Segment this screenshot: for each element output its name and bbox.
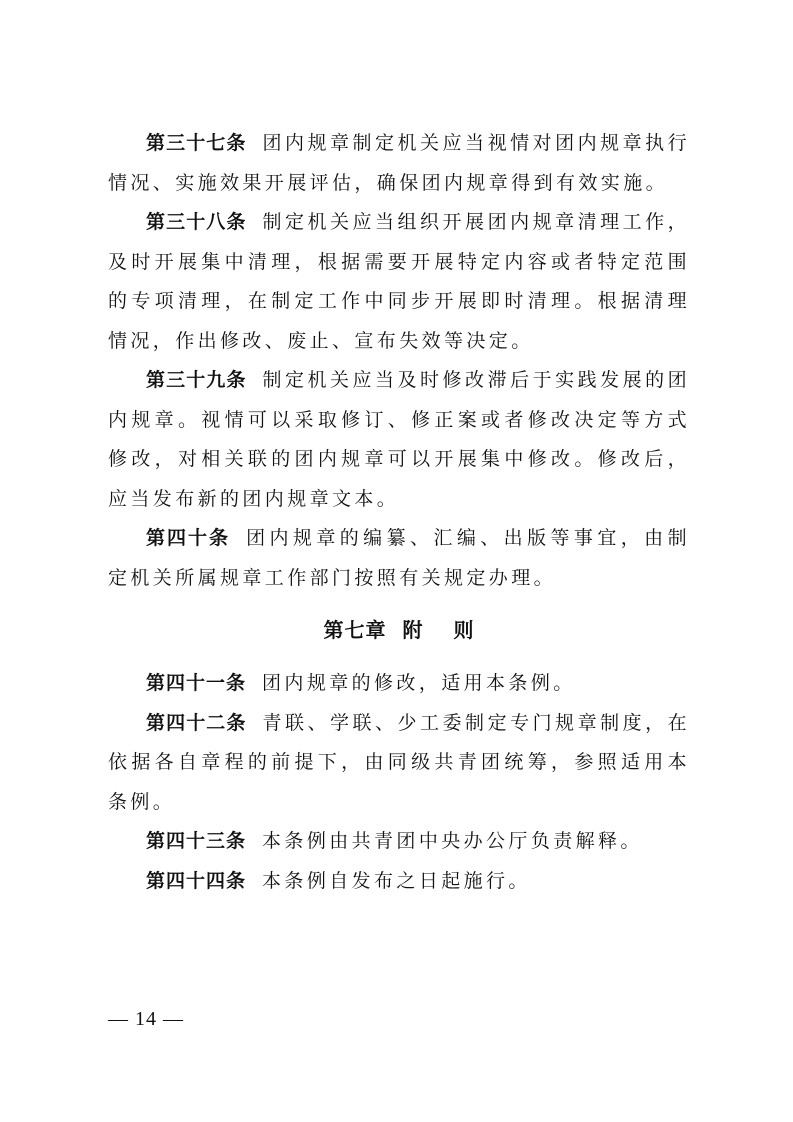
article-number: 第三十七条 bbox=[146, 132, 247, 154]
article-text: 团内规章的编纂、汇编、出版等事宜，由制定机关所属规章工作部门按照有关规定办理。 bbox=[108, 527, 690, 589]
article-text: 团内规章制定机关应当视情对团内规章执行情况、实施效果开展评估，确保团内规章得到有效实施。 bbox=[108, 132, 690, 194]
article-number: 第四十条 bbox=[146, 527, 231, 549]
page-number: — 14 — bbox=[108, 1008, 184, 1030]
article-text: 团内规章的修改，适用本条例。 bbox=[262, 672, 576, 694]
article-number: 第三十八条 bbox=[146, 211, 247, 233]
article-43 bbox=[108, 822, 690, 862]
article-38 bbox=[108, 203, 690, 361]
article-number: 第四十四条 bbox=[146, 869, 247, 892]
article-text: 本条例由共青团中央办公厅负责解释。 bbox=[262, 830, 643, 852]
chapter-heading bbox=[108, 608, 690, 652]
chapter-title-part2: 则 bbox=[453, 618, 475, 642]
article-number: 第三十九条 bbox=[146, 369, 247, 391]
article-number: 第四十三条 bbox=[146, 830, 247, 852]
article-text: 制定机关应当组织开展团内规章清理工作，及时开展集中清理，根据需要开展特定内容或者特定范围的专项清理，在制定工作中同步开展即时清理。根据清理情况，作出修改、废止、宣布失效等决定。 bbox=[108, 211, 690, 352]
page-content bbox=[108, 124, 690, 901]
chapter-number: 第七章 bbox=[323, 618, 387, 642]
article-40 bbox=[108, 519, 690, 598]
article-text: 青联、学联、少工委制定专门规章制度，在依据各自章程的前提下，由同级共青团统筹，参照适用本条例。 bbox=[108, 711, 690, 813]
article-number: 第四十一条 bbox=[146, 672, 247, 694]
article-39 bbox=[108, 361, 690, 519]
article-44 bbox=[108, 862, 690, 902]
chapter-title-part1: 附 bbox=[402, 618, 424, 642]
article-37 bbox=[108, 124, 690, 203]
article-text: 本条例自发布之日起施行。 bbox=[262, 869, 531, 892]
article-41 bbox=[108, 664, 690, 704]
article-number: 第四十二条 bbox=[146, 711, 247, 734]
article-text: 制定机关应当及时修改滞后于实践发展的团内规章。视情可以采取修订、修正案或者修改决定等方式修改，对相关联的团内规章可以开展集中修改。修改后，应当发布新的团内规章文本。 bbox=[108, 369, 690, 510]
article-42 bbox=[108, 704, 690, 823]
